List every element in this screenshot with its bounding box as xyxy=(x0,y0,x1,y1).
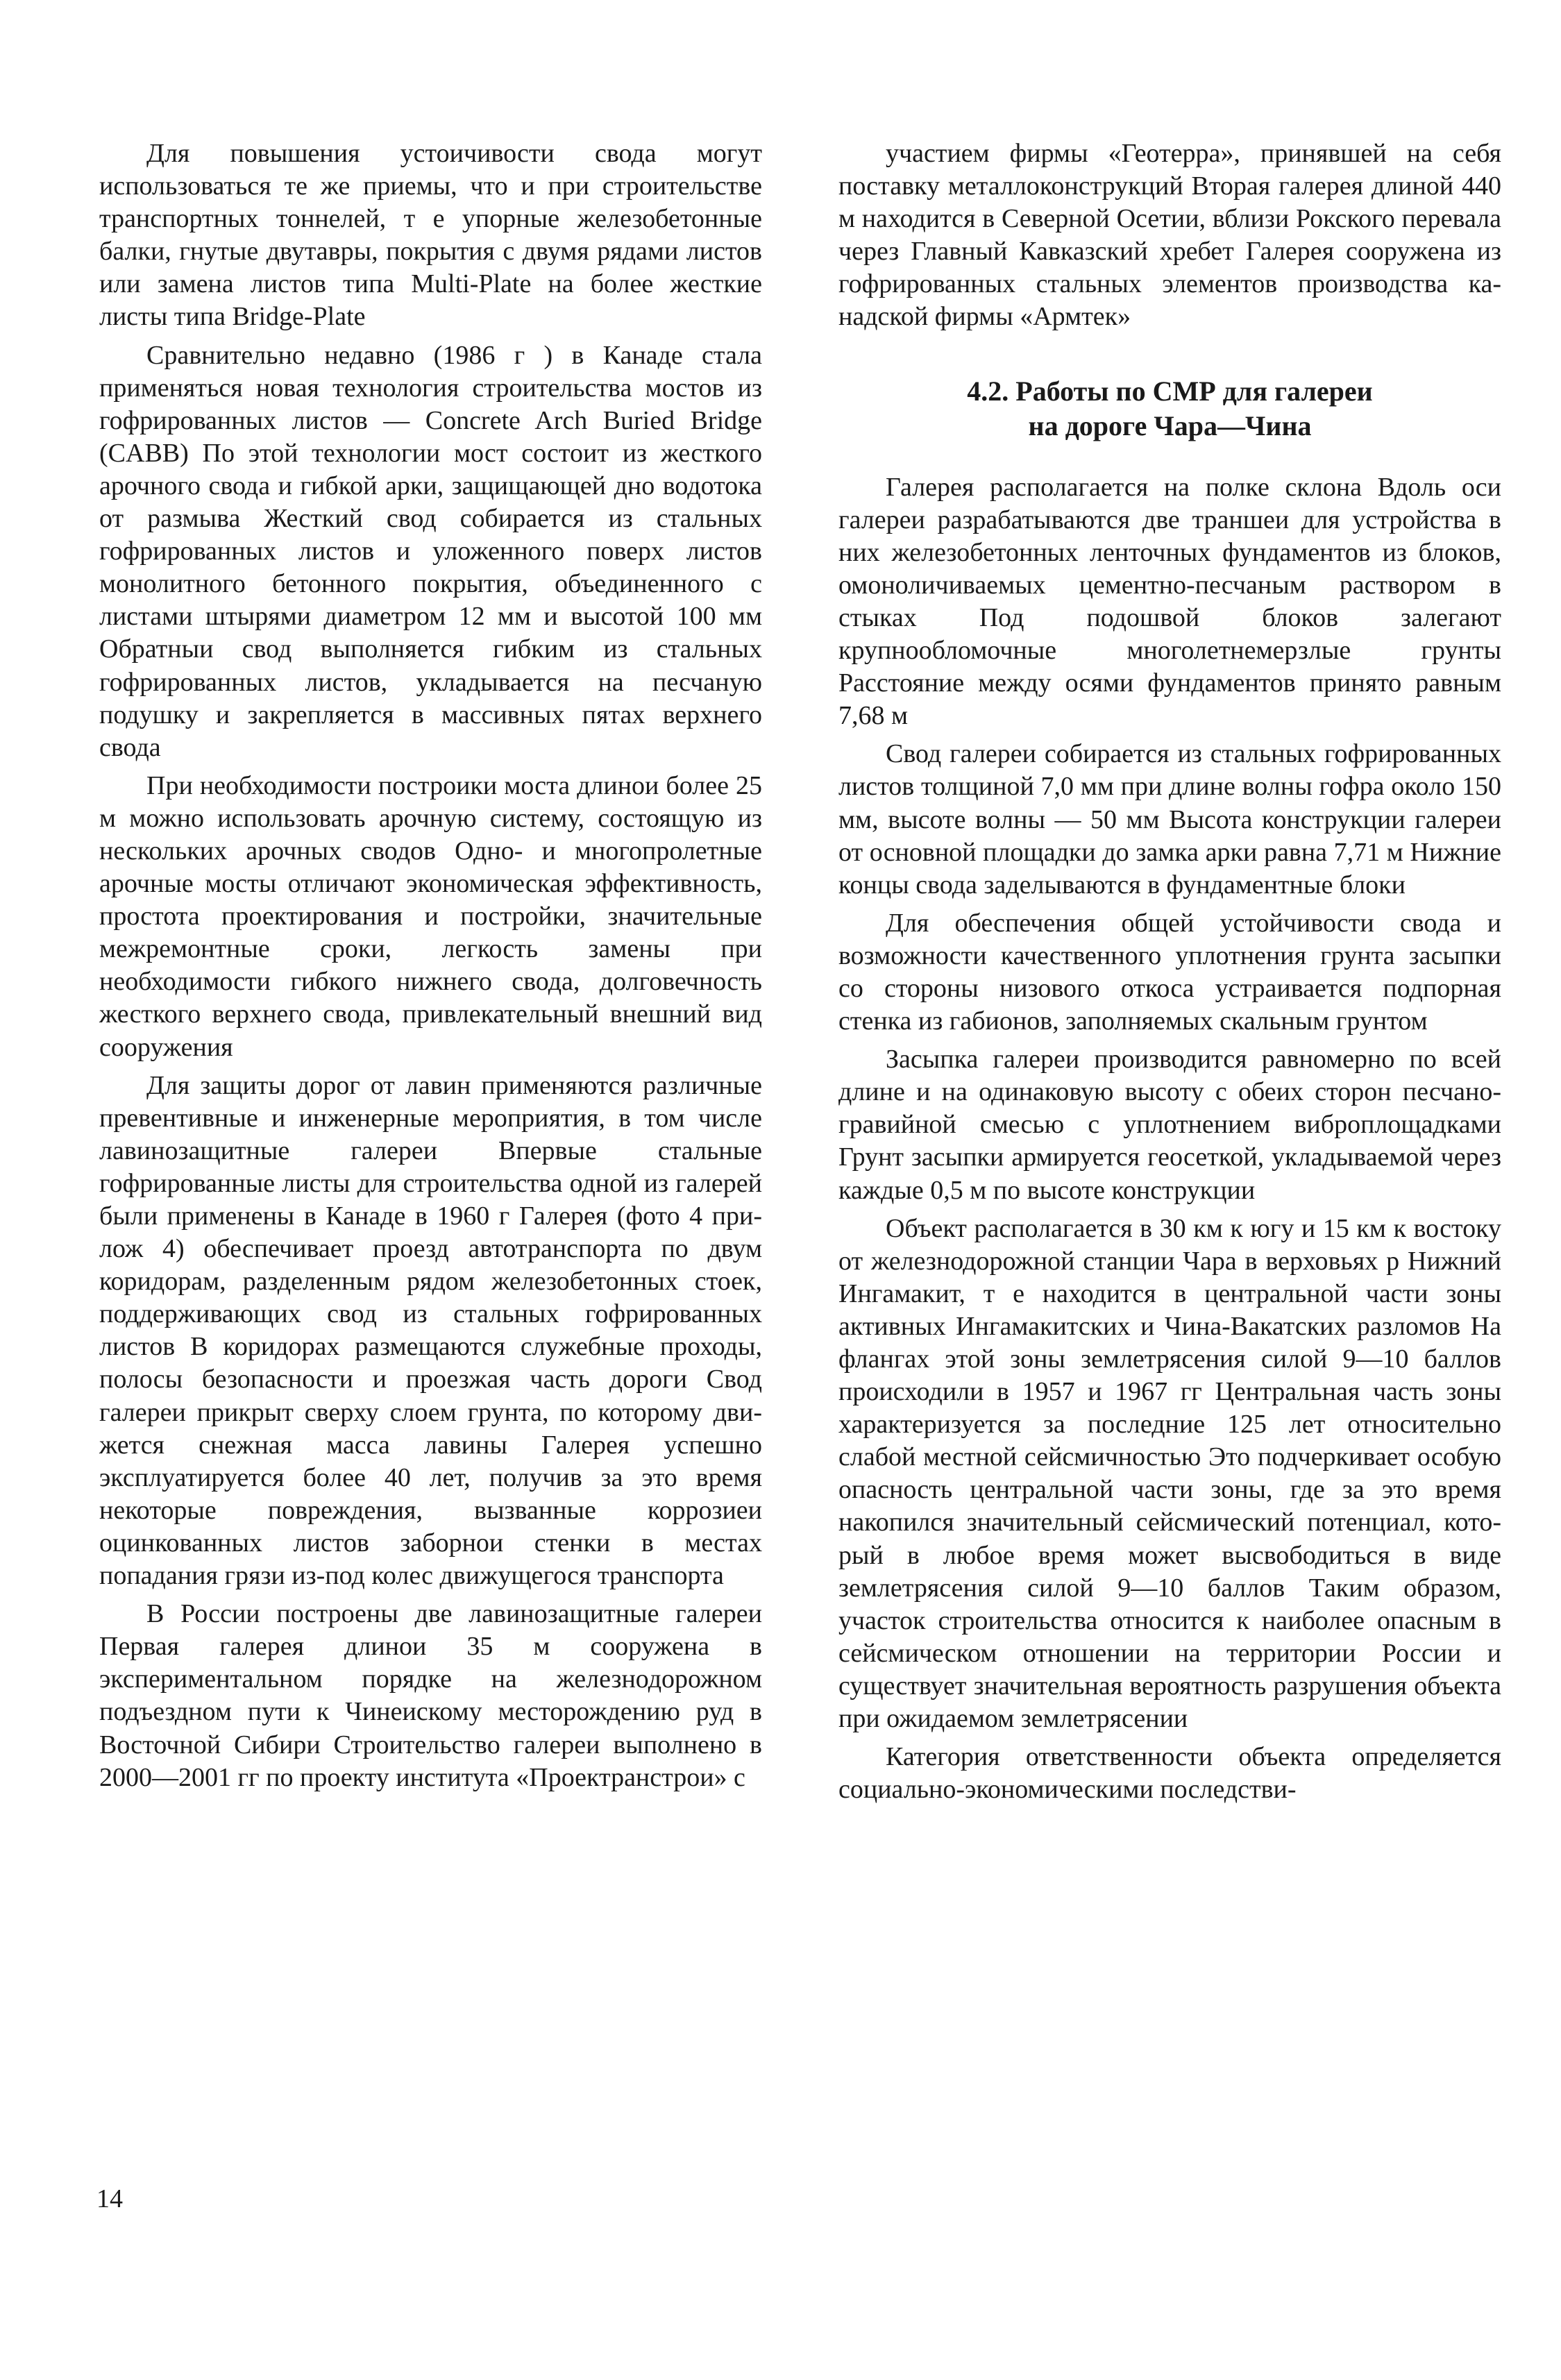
section-heading xyxy=(838,374,1501,444)
left-column xyxy=(99,137,762,1800)
page-number: 14 xyxy=(96,2184,123,2213)
paragraph: Категория ответственности объекта определяется социально-экономическими последстви- xyxy=(838,1742,1501,1805)
section-heading-line: на дороге Чара—Чина xyxy=(1028,410,1312,441)
paragraph: Галерея располагается на полке склона Вдоль оси галереи разрабатываются две траншеи для устройства в них железобетонных ленточных фундаментов из блоков, омоноличиваемых цементно-песчаным раствором в стыках Под подошвой блоков залегают крупнообломочные многолетнемерзлые грунты Расстояние между осями фундаментов принято равным 7,68 м xyxy=(838,472,1501,731)
paragraph: Свод галереи собирается из стальных гофрированных листов толщиной 7,0 мм при длине волны гофра около 150 мм, высоте волны — 50 мм Высота конструкции галереи от основной площадки до замка арки равна 7,71 м Нижние концы свода заделываются в фундаментные блоки xyxy=(838,739,1501,900)
paragraph: участием фирмы «Геотерра», принявшей на себя поставку металлоконструкций Вторая галерея длиной 440 м находится в Северной Осетии, вблизи Рокского перевала через Главный Кавказский хребет Галерея сооружена из гофрированных стальных элементов производства канадской фирмы «Армтек» xyxy=(838,139,1501,332)
paragraph: Для повышения устоичивости свода могут использоваться те же приемы, что и при строительстве транспортных тоннелей, т е упорные железобетонные балки, гнутые двутавры, покрытия с двумя рядами листов или замена листов типа Multi-Plate на более жесткие листы типа Bridge-Plate xyxy=(99,139,762,332)
paragraph: Для обеспечения общей устойчивости свода и возможности качественного уплотнения грунта засыпки со стороны низового откоса устраивается подпорная стенка из габионов, заполняемых скальным грунтом xyxy=(838,908,1501,1036)
right-column xyxy=(838,137,1501,1812)
paragraph: Для защиты дорог от лавин применяются различные превентивные и инженерные мероприятия, в том числе лавинозащитные галереи Впервые стальные гофрированные листы для строительства одной из галерей были применены в Канаде в 1960 г Галерея (фото 4 прилож 4) обеспечивает проезд автотранспорта по двум коридорам, разделенным рядом железобетонных стоек, поддерживающих свод из стальных гофрированных листов В коридорах размещаются служебные проходы, полосы безопасности и проезжая часть дороги Свод галереи прикрыт сверху слоем грунта, по которому движется снежная масса лавины Галерея успешно эксплуатируется более 40 лет, получив за это время некоторые повреждения, вызванные коррозиеи оцинкованных листов заборнои стенки в местах попадания грязи из-под колес движущегося транспорта xyxy=(99,1070,762,1591)
paragraph: В России построены две лавинозащитные галереи Первая галерея длинои 35 м сооружена в экспериментальном порядке на железнодорожном подъездном пути к Чинеискому месторождению руд в Восточной Сибири Строительство галереи выполнено в 2000—2001 гг по проекту института «Проектранстрои» с xyxy=(99,1599,762,1792)
paragraph: Сравнительно недавно (1986 г ) в Канаде стала применяться новая технология строительства мостов из гофрированных листов — Concrete Arch Buried Bridge (CABB) По этой технологии мост состоит из жесткого арочного свода и гибкой арки, защищающей дно водотока от размыва Жесткий свод собирается из стальных гофрированных листов и уложенного поверх листов монолитного бетонного покрытия, объединенного с листами штырями диаметром 12 мм и высотой 100 мм Обратныи свод выполняется гибким из стальных гофрированных листов, укладывается на песчаную подушку и закрепляется в массивных пятах верхнего свода xyxy=(99,340,762,762)
paragraph: Засыпка галереи производится равномерно по всей длине и на одинаковую высоту с обеих сторон песчано-гравийной смесью с уплотнением виброплощадками Грунт засыпки армируется геосеткой, укладываемой через каждые 0,5 м по высоте конструкции xyxy=(838,1045,1501,1205)
section-heading-line: 4.2. Работы по СМР для галереи xyxy=(967,375,1373,407)
paragraph: Объект располагается в 30 км к югу и 15 км к востоку от железнодорожной станции Чара в верховьях р Нижний Ингамакит, т е находится в центральной части зоны активных Ингамакитских и Чина-Вакатских разломов На флангах этой зоны землетрясения силой 9—10 баллов происходили в 1957 и 1967 гг Центральная часть зоны характеризуется за последние 125 лет относительно слабой местной сейсмичностью Это подчеркивает особую опасность центральной части зоны, где за это время накопился значительный сейсмический потенциал, который в любое время может высвободиться в виде землетрясения силой 9—10 баллов Таким образом, участок строительства относится к наиболее опасным в сейсмическом отношении на территории России и существует значительная вероятность разрушения объекта при ожидаемом землетрясении xyxy=(838,1213,1501,1734)
paragraph: При необходимости построики моста длинои более 25 м можно использовать арочную систему, состоящую из нескольких арочных сводов Одно- и многопролетные арочные мосты отличают экономическая эффективность, простота проектирования и постройки, значительные межремонтные сроки, легкость замены при необходимости гибкого нижнего свода, долговечность жесткого верхнего свода, привлекательный внешний вид сооружения xyxy=(99,770,762,1062)
